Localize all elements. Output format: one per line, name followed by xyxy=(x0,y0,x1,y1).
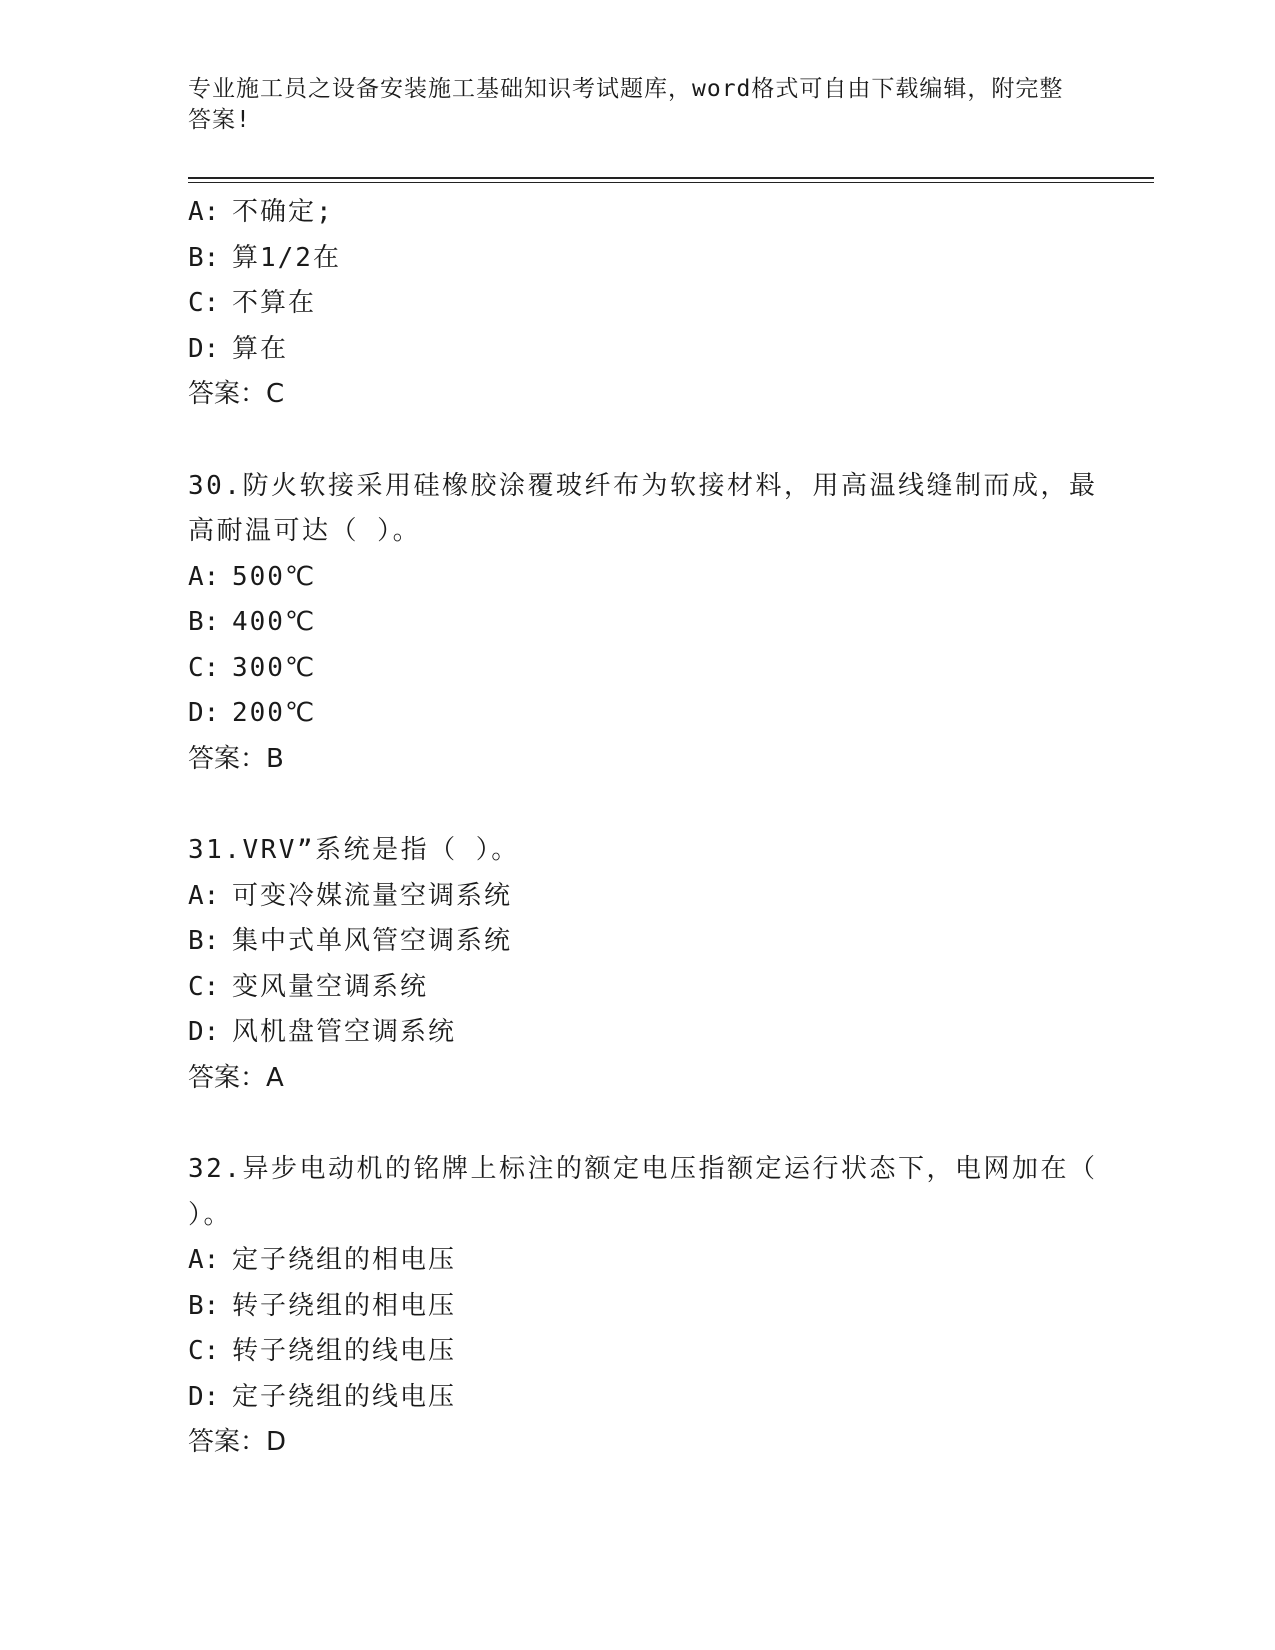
option-letter: B: xyxy=(188,1290,220,1321)
option-d xyxy=(188,327,1108,373)
option-c xyxy=(188,1329,1108,1375)
option-text: 转子绕组的线电压 xyxy=(232,1336,457,1366)
question-spacer xyxy=(188,1101,1108,1147)
option-text: 算在 xyxy=(232,333,289,364)
option-a xyxy=(188,190,1108,236)
option-text: 不算在 xyxy=(232,288,317,318)
option-c xyxy=(188,281,1108,327)
option-a xyxy=(188,1238,1108,1284)
header-divider-thin xyxy=(188,182,1154,183)
question-stem: 32.异步电动机的铭牌上标注的额定电压指额定运行状态下，电网加在（ ）。 xyxy=(188,1154,1098,1230)
option-text: 算1/2在 xyxy=(232,242,341,273)
answer-line: 答案：C xyxy=(188,379,285,409)
option-letter: B: xyxy=(188,926,220,956)
option-text: 集中式单风管空调系统 xyxy=(232,926,513,956)
option-letter: C: xyxy=(188,652,220,683)
option-letter: C: xyxy=(188,971,220,1002)
option-c xyxy=(188,965,1108,1011)
option-text: 定子绕组的线电压 xyxy=(232,1381,457,1412)
option-text: 转子绕组的相电压 xyxy=(232,1290,457,1321)
question-spacer xyxy=(188,782,1108,828)
question-29-block xyxy=(188,190,1108,418)
question-32-block xyxy=(188,1147,1108,1466)
option-b xyxy=(188,919,1108,965)
question-31-block xyxy=(188,828,1108,1101)
question-spacer xyxy=(188,418,1108,464)
option-letter: C: xyxy=(188,1336,220,1366)
option-c xyxy=(188,646,1108,692)
option-b xyxy=(188,236,1108,282)
option-text: 200℃ xyxy=(232,698,317,728)
document-header: 专业施工员之设备安装施工基础知识考试题库，word格式可自由下载编辑，附完整答案! xyxy=(188,76,1064,133)
option-d xyxy=(188,691,1108,737)
header-divider-thick xyxy=(188,177,1154,179)
option-text: 400℃ xyxy=(232,607,317,637)
option-letter: C: xyxy=(188,288,220,318)
option-d xyxy=(188,1010,1108,1056)
question-content xyxy=(188,190,1108,1466)
option-b xyxy=(188,1284,1108,1330)
answer-line: 答案：B xyxy=(188,743,284,774)
answer-line: 答案：D xyxy=(188,1427,287,1457)
option-text: 风机盘管空调系统 xyxy=(232,1017,457,1047)
option-text: 可变冷媒流量空调系统 xyxy=(232,880,513,911)
option-text: 300℃ xyxy=(232,652,317,683)
option-letter: B: xyxy=(188,242,220,273)
question-stem: 30.防火软接采用硅橡胶涂覆玻纤布为软接材料，用高温线缝制而成，最高耐温可达（ ）。 xyxy=(188,470,1098,546)
option-letter: D: xyxy=(188,1017,220,1047)
option-letter: A: xyxy=(188,880,220,911)
option-letter: D: xyxy=(188,1381,220,1412)
question-30-block xyxy=(188,464,1108,783)
option-a xyxy=(188,555,1108,601)
option-text: 定子绕组的相电压 xyxy=(232,1245,457,1275)
option-letter: D: xyxy=(188,698,220,728)
question-stem: 31.VRV”系统是指（ ）。 xyxy=(188,835,520,865)
option-letter: A: xyxy=(188,197,220,227)
option-a xyxy=(188,874,1108,920)
option-d xyxy=(188,1375,1108,1421)
option-text: 500℃ xyxy=(232,561,317,592)
option-text: 变风量空调系统 xyxy=(232,971,429,1002)
option-b xyxy=(188,600,1108,646)
option-letter: B: xyxy=(188,607,220,637)
option-letter: D: xyxy=(188,333,220,364)
option-letter: A: xyxy=(188,1245,220,1275)
answer-line: 答案：A xyxy=(188,1062,284,1093)
option-text: 不确定; xyxy=(232,197,334,227)
option-letter: A: xyxy=(188,561,220,592)
